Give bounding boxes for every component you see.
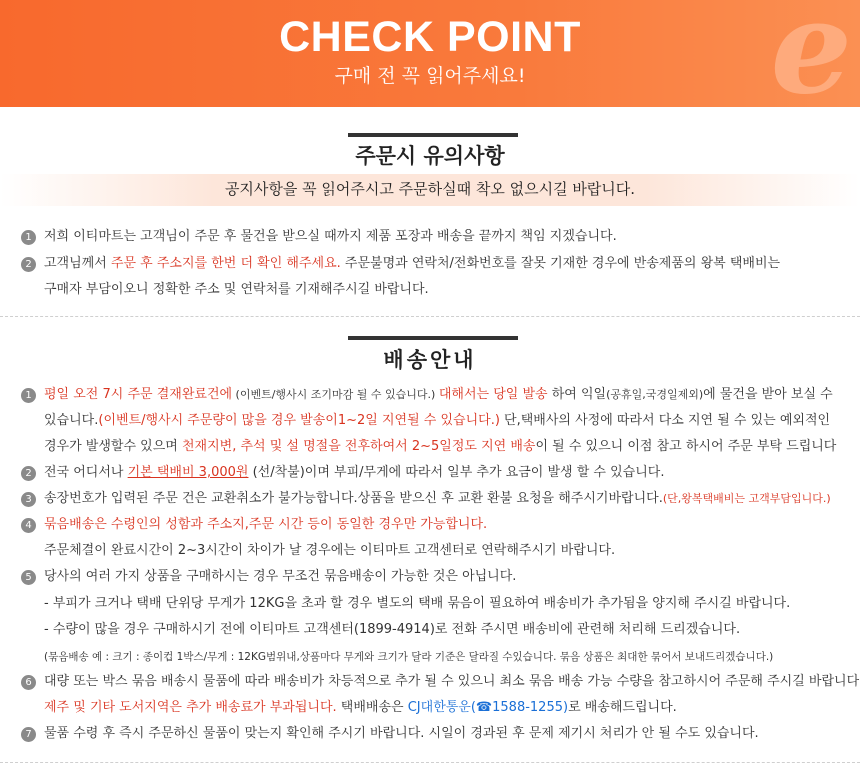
highlight-text: 평일 오전 7시 주문 결재완료건에: [44, 387, 233, 402]
delivery-item-5: [44, 567, 516, 587]
item-text: 택배배송은: [336, 700, 408, 715]
item-number: 3: [21, 492, 36, 507]
item-number: 4: [21, 518, 36, 533]
courier-contact: CJ대한통운(☎1588-1255): [407, 700, 569, 715]
item-text: 송장번호가 입력된 주문 건은 교환취소가 불가능합니다.상품을 받으신 후 교환 환불 요청을 해주시기바랍니다.: [44, 491, 663, 506]
delivery-item-5-line2: [44, 594, 790, 614]
delivery-item-5-line3: [44, 620, 740, 640]
item-text: 단,택배사의 사정에 따라서 다소 지연 될 수 있는 예외적인: [499, 413, 831, 428]
delivery-item-3: [44, 489, 831, 509]
item-text: 로 배송해드립니다.: [568, 700, 677, 715]
delivery-item-6-line2: [44, 698, 677, 718]
highlight-text: (단,왕복택배비는 고객부담입니다.): [662, 492, 831, 505]
item-text: 경우가 발생할수 있으며: [44, 439, 182, 454]
notice-item-2: [44, 254, 780, 274]
highlight-text: 대해서는 당일 발송: [438, 387, 548, 402]
bottom-divider: [0, 762, 860, 763]
delivery-item-1-line3: [44, 437, 836, 457]
highlight-text: 묶음배송은 수령인의 성함과 주소지,주문 시간 등이 동일한 경우만 가능합니다.: [44, 517, 488, 532]
notice-item-1: [44, 227, 617, 247]
item-note: (공휴일,국경일제외): [606, 388, 704, 401]
notice-text: 공지사항을 꼭 읽어주시고 주문하실때 착오 없으시길 바랍니다.: [224, 180, 636, 198]
e-logo-icon: e: [770, 0, 852, 107]
delivery-item-1: [44, 385, 833, 405]
section2-title: 배송안내: [383, 348, 477, 372]
banner-title: CHECK POINT: [279, 13, 581, 61]
highlight-text: 주문 후 주소지를 한번 더 확인 해주세요.: [110, 256, 341, 271]
delivery-item-5-line4: [44, 647, 773, 667]
item-text: 고객님께서: [44, 256, 111, 271]
delivery-item-4: [44, 515, 487, 535]
checkpoint-banner: [0, 0, 860, 107]
item-number: 1: [21, 388, 36, 403]
highlight-text: 천재지변, 추석 및 설 명절을 전후하여서 2~5일정도 지연 배송: [181, 439, 536, 454]
item-number: 2: [21, 257, 36, 272]
notice-item-2-line2: [44, 280, 429, 300]
item-number: 5: [21, 570, 36, 585]
item-text: 주문체결이 완료시간이 2~3시간이 차이가 날 경우에는 이티마트 고객센터로 연락해주시기 바랍니다.: [44, 543, 616, 558]
item-text: 대량 또는 박스 묶음 배송시 물품에 따라 배송비가 차등적으로 추가 될 수 있으니 최소 묶음 배송 가능 수량을 참고하시어 주문해 주시길 바랍니다: [44, 674, 860, 689]
highlight-text: (이벤트/행사시 주문량이 많을 경우 발송이1~2일 지연될 수 있습니다.): [98, 413, 500, 428]
delivery-item-7: [44, 724, 759, 744]
delivery-item-6: [44, 672, 859, 692]
item-text: 주문불명과 연락처/전화번호를 잘못 기재한 경우에 반송제품의 왕복 택배비는: [340, 256, 781, 271]
item-text: (선/착불)이며 부피/무게에 따라서 일부 추가 요금이 발생 할 수 있습니다.: [248, 465, 665, 480]
item-text: 구매자 부담이오니 정확한 주소 및 연락처를 기재해주시길 바랍니다.: [44, 282, 429, 297]
section1-title: 주문시 유의사항: [355, 144, 505, 168]
item-note: (묶음배송 예 : 크기 : 종이컵 1박스/무게 : 12KG범위내,상품마다 무게와 크기가 달라 기준은 달라질 수있습니다. 묶음 상품은 최대한 묶어서 보내드리겠습니다.): [44, 651, 774, 663]
item-text: - 수량이 많을 경우 구매하시기 전에 이티마트 고객센터(1899-4914)로 전화 주시면 배송비에 관련해 처리해 드리겠습니다.: [44, 622, 741, 637]
item-number: 7: [21, 727, 36, 742]
banner-subtitle: 구매 전 꼭 읽어주세요!: [334, 65, 526, 87]
item-number: 6: [21, 675, 36, 690]
item-text: 물품 수령 후 즉시 주문하신 물품이 맞는지 확인해 주시기 바랍니다. 시일이 경과된 후 문제 제기시 처리가 안 될 수도 있습니다.: [44, 726, 759, 741]
section-divider: [0, 316, 860, 317]
highlight-text: 기본 택배비 3,000원: [127, 465, 249, 480]
item-text: 있습니다.: [44, 413, 99, 428]
delivery-item-1-line2: [44, 411, 830, 431]
item-text: 저희 이티마트는 고객님이 주문 후 물건을 받으실 때까지 제품 포장과 배송을 끝까지 책임 지겠습니다.: [44, 229, 617, 244]
highlight-text: 제주 및 기타 도서지역은 추가 배송료가 부과됩니다.: [44, 700, 337, 715]
item-number: 2: [21, 466, 36, 481]
section2-bar: [348, 336, 518, 340]
item-text: 에 물건을 받아 보실 수: [703, 387, 833, 402]
delivery-item-2: [44, 463, 664, 483]
item-text: - 부피가 크거나 택배 단위당 무게가 12KG을 초과 할 경우 별도의 택배 묶음이 필요하여 배송비가 추가됨을 양지해 주시길 바랍니다.: [44, 596, 791, 611]
item-number: 1: [21, 230, 36, 245]
item-note: (이벤트/행사시 조기마감 될 수 있습니다.): [232, 388, 439, 401]
item-text: 당사의 여러 가지 상품을 구매하시는 경우 무조건 묶음배송이 가능한 것은 아닙니다.: [44, 569, 517, 584]
item-text: 하여 익일: [547, 387, 607, 402]
section1-bar: [348, 133, 518, 137]
item-text: 이 될 수 있으니 이점 참고 하시어 주문 부탁 드립니다: [535, 439, 837, 454]
delivery-item-4-line2: [44, 541, 615, 561]
item-text: 전국 어디서나: [44, 465, 128, 480]
